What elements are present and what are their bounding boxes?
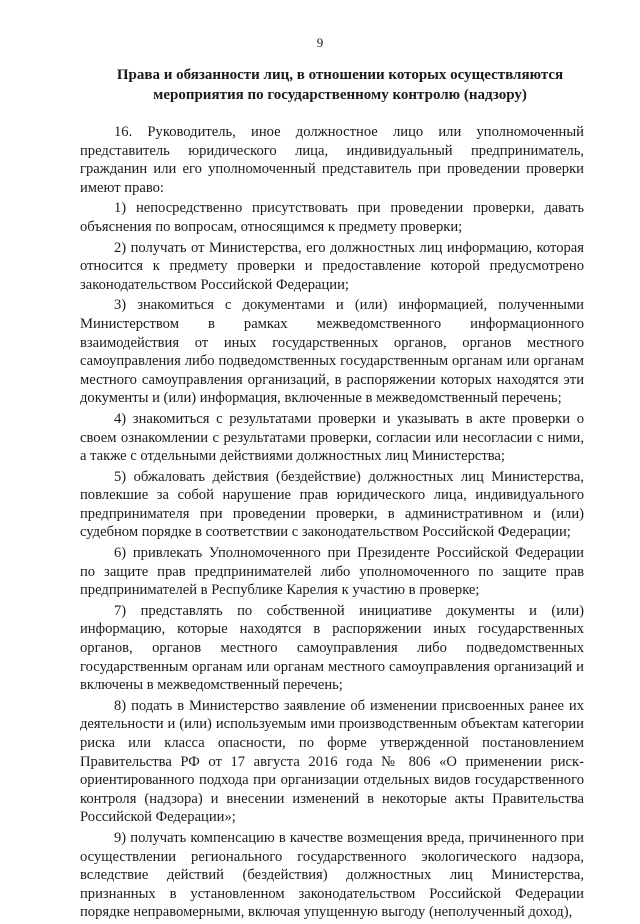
paragraph-item-3: 3) знакомиться с документами и (или) информацией, полученными Министерством в рамках межведомственного информационного взаимодействия от иных государственных органов, органов местного самоуправления либо подведомственных государственным органам или органам местного самоуправления организаций, в распоряжении которых находятся эти документы и (или) информация, включенные в межведомственный перечень; [80, 297, 584, 407]
section-title: Права и обязанности лиц, в отношении которых осуществляются мероприятия по государственному контролю (надзору) [116, 67, 564, 103]
paragraph-item-7: 7) представлять по собственной инициативе документы и (или) информацию, которые находятся в распоряжении иных государственных органов, органов местного самоуправления либо подведомственных государственным органам или органам местного самоуправления организаций и включены в межведомственный перечень; [80, 602, 584, 694]
page-number: 9 [316, 35, 324, 50]
paragraph-item-4: 4) знакомиться с результатами проверки и указывать в акте проверки о своем ознакомлении с результатами проверки, согласии или несогласии с ними, а также с отдельными действиями должностных лиц Министерства; [80, 410, 584, 465]
paragraph-item-8: 8) подать в Министерство заявление об изменении присвоенных ранее их деятельности и (или) используемым ими производственным объектам категории риска или класса опасности, по форме утвержденной постановлением Правительства РФ от 17 августа 2016 года № 806 «О применении риск-ориентированного подхода при организации отдельных видов государственного контроля (надзора) и внесении изменений в некоторые акты Правительства Российской Федерации»; [80, 697, 584, 826]
paragraph-item-5: 5) обжаловать действия (бездействие) должностных лиц Министерства, повлекшие за собой нарушение прав юридического лица, индивидуального предпринимателя при проведении проверки, в административном и (или) судебном порядке в соответствии с законодательством Российской Федерации; [80, 468, 584, 541]
paragraph-16: 16. Руководитель, иное должностное лицо или уполномоченный представитель юридического лица, индивидуальный предприниматель, гражданин или его уполномоченный представитель при проведении проверки имеют право: [80, 124, 584, 196]
paragraph-item-6: 6) привлекать Уполномоченного при Президенте Российской Федерации по защите прав предпринимателей либо уполномоченного по защите прав предпринимателей в Республике Карелия к участию в проверке; [80, 545, 584, 599]
document-body [80, 123, 584, 924]
paragraph-item-9: 9) получать компенсацию в качестве возмещения вреда, причиненного при осуществлении регионального государственного экологического надзора, вследствие действий (бездействия) должностных лиц Министерства, признанных в установленном законодательством Российской Федерации порядке неправомерными, включая упущенную выгоду (неполученный доход), [80, 829, 584, 921]
paragraph-item-2: 2) получать от Министерства, его должностных лиц информацию, которая относится к предмету проверки и предоставление которой предусмотрено законодательством Российской Федерации; [80, 239, 584, 293]
paragraph-item-1: 1) непосредственно присутствовать при проведении проверки, давать объяснения по вопросам, относящимся к предмету проверки; [80, 200, 584, 235]
